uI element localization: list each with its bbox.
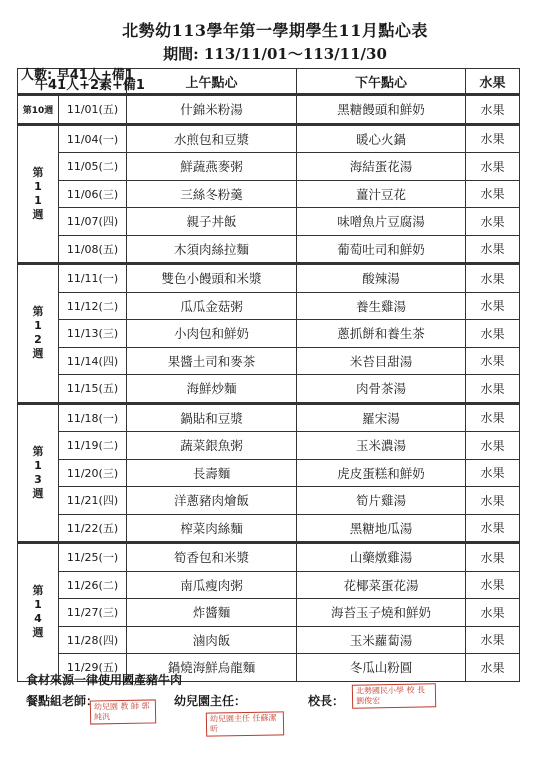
am-snack: 什錦米粉湯 (127, 95, 297, 125)
table-row (18, 180, 520, 208)
week-label (18, 403, 59, 543)
table-row (18, 208, 520, 236)
am-snack: 海鮮炒麵 (127, 375, 297, 404)
header-pm-snack: 下午點心 (297, 69, 466, 95)
week-label (18, 124, 59, 264)
director-seal: 幼兒園主任 任蘇潔昕 (206, 711, 284, 736)
am-snack: 三絲冬粉羹 (127, 180, 297, 208)
am-snack: 南瓜瘦肉粥 (127, 571, 297, 599)
teacher-signature-label: 餐點組老師： (26, 694, 99, 708)
pm-snack: 海苔玉子燒和鮮奶 (297, 599, 466, 627)
pm-snack: 虎皮蛋糕和鮮奶 (297, 459, 466, 487)
week-label-text: 第12週 (32, 305, 44, 361)
pm-snack: 冬瓜山粉圓 (297, 654, 466, 682)
am-snack: 榨菜肉絲麵 (127, 514, 297, 543)
am-snack: 洋蔥豬肉燴飯 (127, 487, 297, 515)
day-date: 11/14(四) (59, 347, 127, 375)
pm-snack: 山藥燉雞湯 (297, 543, 466, 572)
am-snack: 長壽麵 (127, 459, 297, 487)
fruit: 水果 (466, 153, 520, 181)
fruit: 水果 (466, 124, 520, 153)
fruit: 水果 (466, 208, 520, 236)
pm-snack: 筍片雞湯 (297, 487, 466, 515)
pm-snack: 黑糖饅頭和鮮奶 (297, 95, 466, 125)
table-row (18, 543, 520, 572)
fruit: 水果 (466, 459, 520, 487)
table-row (18, 514, 520, 543)
am-snack: 瓜瓜金菇粥 (127, 292, 297, 320)
table-row (18, 626, 520, 654)
am-snack: 鍋貼和豆漿 (127, 403, 297, 432)
table-row (18, 153, 520, 181)
day-date: 11/27(三) (59, 599, 127, 627)
pm-snack: 海結蛋花湯 (297, 153, 466, 181)
day-date: 11/19(二) (59, 432, 127, 460)
day-date: 11/04(一) (59, 124, 127, 153)
table-row (18, 432, 520, 460)
fruit: 水果 (466, 403, 520, 432)
am-snack: 筍香包和米漿 (127, 543, 297, 572)
table-row (18, 95, 520, 125)
table-row (18, 599, 520, 627)
fruit: 水果 (466, 235, 520, 264)
am-snack: 雙色小饅頭和米漿 (127, 264, 297, 293)
am-snack: 蔬菜銀魚粥 (127, 432, 297, 460)
week-label-text: 第11週 (32, 165, 44, 221)
headcount-afternoon: 午41人+2素+備1 (35, 78, 145, 93)
table-row (18, 487, 520, 515)
fruit: 水果 (466, 514, 520, 543)
day-date: 11/22(五) (59, 514, 127, 543)
fruit: 水果 (466, 347, 520, 375)
teacher-seal: 幼兒園 教 師 郭純汎 (90, 699, 156, 724)
pm-snack: 花椰菜蛋花湯 (297, 571, 466, 599)
fruit: 水果 (466, 264, 520, 293)
fruit: 水果 (466, 375, 520, 404)
headcount-cell (18, 68, 145, 95)
fruit: 水果 (466, 320, 520, 348)
week-label (18, 543, 59, 682)
day-date: 11/11(一) (59, 264, 127, 293)
day-date: 11/29(五) (59, 654, 127, 682)
table-row (18, 320, 520, 348)
day-date: 11/15(五) (59, 375, 127, 404)
am-snack: 小肉包和鮮奶 (127, 320, 297, 348)
week-label-text: 第10週 (22, 105, 54, 116)
day-date: 11/25(一) (59, 543, 127, 572)
pm-snack: 味噌魚片豆腐湯 (297, 208, 466, 236)
pm-snack: 米苔目甜湯 (297, 347, 466, 375)
am-snack: 滷肉飯 (127, 626, 297, 654)
table-row (18, 375, 520, 404)
snack-menu-table (17, 68, 520, 682)
page-title: 北勢幼113學年第一學期學生11月點心表 (122, 21, 428, 40)
fruit: 水果 (466, 626, 520, 654)
day-date: 11/28(四) (59, 626, 127, 654)
day-date: 11/18(一) (59, 403, 127, 432)
day-date: 11/05(二) (59, 153, 127, 181)
day-date: 11/21(四) (59, 487, 127, 515)
day-date: 11/07(四) (59, 208, 127, 236)
director-signature-label: 幼兒園主任： (174, 694, 247, 708)
week-label-text: 第14週 (32, 584, 44, 640)
am-snack: 鍋燒海鮮烏龍麵 (127, 654, 297, 682)
pm-snack: 黑糖地瓜湯 (297, 514, 466, 543)
am-snack: 鮮蔬燕麥粥 (127, 153, 297, 181)
fruit: 水果 (466, 543, 520, 572)
pm-snack: 肉骨茶湯 (297, 375, 466, 404)
day-date: 11/20(三) (59, 459, 127, 487)
am-snack: 水煎包和豆漿 (127, 124, 297, 153)
am-snack: 木須肉絲拉麵 (127, 235, 297, 264)
fruit: 水果 (466, 487, 520, 515)
pm-snack: 蔥抓餅和養生茶 (297, 320, 466, 348)
week-label-text: 第13週 (32, 444, 44, 500)
pm-snack: 養生雞湯 (297, 292, 466, 320)
table-row (18, 459, 520, 487)
pm-snack: 葡萄吐司和鮮奶 (297, 235, 466, 264)
week-label (18, 95, 59, 125)
day-date: 11/13(三) (59, 320, 127, 348)
table-row (18, 571, 520, 599)
table-row (18, 264, 520, 293)
pm-snack: 酸辣湯 (297, 264, 466, 293)
fruit: 水果 (466, 95, 520, 125)
day-date: 11/12(二) (59, 292, 127, 320)
day-date: 11/06(三) (59, 180, 127, 208)
fruit: 水果 (466, 180, 520, 208)
pm-snack: 薑汁豆花 (297, 180, 466, 208)
day-date: 11/08(五) (59, 235, 127, 264)
am-snack: 親子丼飯 (127, 208, 297, 236)
day-date: 11/26(二) (59, 571, 127, 599)
fruit: 水果 (466, 571, 520, 599)
am-snack: 果醬土司和麥茶 (127, 347, 297, 375)
table-header-row (18, 69, 520, 95)
table-row (18, 124, 520, 153)
fruit: 水果 (466, 599, 520, 627)
table-row (18, 292, 520, 320)
fruit: 水果 (466, 292, 520, 320)
pm-snack: 暖心火鍋 (297, 124, 466, 153)
food-source-note: 食材來源一律使用國產豬牛肉 (26, 673, 183, 687)
pm-snack: 羅宋湯 (297, 403, 466, 432)
table-row (18, 403, 520, 432)
fruit: 水果 (466, 654, 520, 682)
week-label (18, 264, 59, 404)
principal-signature-label: 校長： (308, 694, 345, 708)
headcount-morning: 人數: 早41人+備1 (21, 68, 134, 83)
header-fruit: 水果 (466, 69, 520, 95)
pm-snack: 玉米蘿蔔湯 (297, 626, 466, 654)
table-row (18, 347, 520, 375)
pm-snack: 玉米濃湯 (297, 432, 466, 460)
day-date: 11/01(五) (59, 95, 127, 125)
am-snack: 炸醬麵 (127, 599, 297, 627)
header-am-snack: 上午點心 (127, 69, 297, 95)
principal-seal: 北勢國民小學 校 長 劉俊宏 (352, 683, 436, 708)
fruit: 水果 (466, 432, 520, 460)
period-subtitle: 期間: 113/11/01～113/11/30 (163, 45, 387, 63)
table-row (18, 235, 520, 264)
